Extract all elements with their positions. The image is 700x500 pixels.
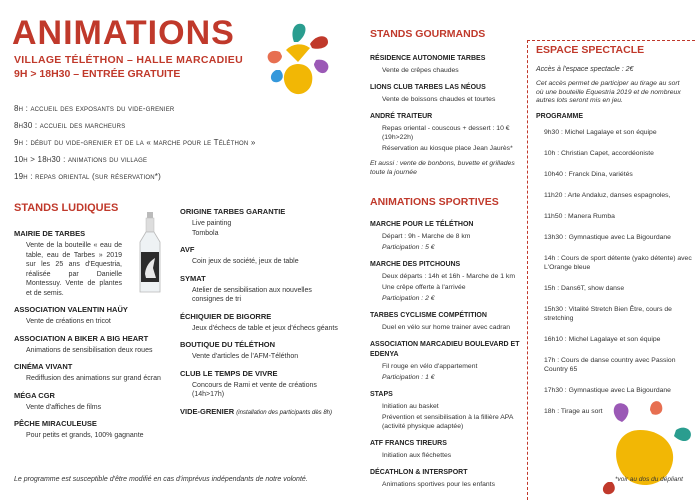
stand-desc: Vente d'affiches de films <box>26 403 102 411</box>
vide-grenier-stand <box>180 406 340 419</box>
activity-name: TARBES CYCLISME COMPÉTITION <box>370 312 487 319</box>
stand-desc: Live painting Tombola <box>192 220 232 237</box>
programme-item: 14h : Cours de sport détente (yako détente) avec L'Orange bleue <box>544 255 692 271</box>
ludiques-column-2 <box>180 200 340 419</box>
sun-decoration-icon <box>590 390 700 500</box>
programme-item: 10h : Christian Capet, accordéoniste <box>544 150 654 157</box>
page-title: ANIMATIONS <box>12 14 235 52</box>
programme-item: 10h40 : Franck Dina, variétés <box>544 171 633 178</box>
activity-name: DÉCATHLON & INTERSPORT <box>370 469 468 476</box>
programme-item: 17h : Cours de danse country avec Passion Country 65 <box>544 357 676 373</box>
programme-item: 9h30 : Michel Lagalaye et son équipe <box>544 129 657 136</box>
activity-name: MARCHE DES PITCHOUNS <box>370 261 461 268</box>
sportives-section <box>370 196 525 489</box>
activity-desc: Animations sportives pour les enfants <box>382 481 495 488</box>
event-location: VILLAGE TÉLÉTHON – HALLE MARCADIEU <box>14 54 243 66</box>
schedule-item: 9h : début du vide-grenier et de la « marche pour le Téléthon » <box>14 138 256 147</box>
activity-desc: Prévention et sensibilisation à la fillière APA (activité physique adaptée) <box>382 414 513 430</box>
stand-desc: Rediffusion des animations sur grand écran <box>26 375 161 382</box>
sportives-title: ANIMATIONS SPORTIVES <box>370 196 499 208</box>
stand-desc: Réservation au kiosque place Jean Jaurès* <box>382 145 513 152</box>
activity-desc: Initiation au basket <box>382 403 439 410</box>
activity-desc: Une crêpe offerte à l'arrivée <box>382 284 466 291</box>
stand-name: ÉCHIQUIER DE BIGORRE <box>180 311 272 321</box>
footer-disclaimer: Le programme est susceptible d'être modifié en cas d'imprévus indépendants de notre volonté. <box>14 476 308 483</box>
stand-note: (installation des participants dès 8h) <box>236 409 332 416</box>
stand-desc: Pour petits et grands, 100% gagnante <box>26 432 144 439</box>
stand-desc: Atelier de sensibilisation aux nouvelles consignes de tri <box>192 286 312 303</box>
programme-item: 17h30 : Gymnastique avec La Bigourdane <box>544 387 671 394</box>
stand-desc: Vente de la bouteille « eau de table, eau de Tarbes » 2019 sur les 25 ans d'Equestria, réalisée par Danielle Montessuy. Vente de plantes et de semis. <box>26 242 122 297</box>
sun-logo-icon <box>258 12 338 102</box>
schedule-item: 19h : repas oriental (sur réservation*) <box>14 172 161 181</box>
ludiques-title: STANDS LUDIQUES <box>14 202 119 214</box>
stand-name: ORIGINE TARBES GARANTIE <box>180 207 286 216</box>
programme-item: 18h : Tirage au sort <box>544 408 603 415</box>
stand-name: ASSOCIATION A BIKER A BIG HEART <box>14 333 149 343</box>
activity-desc: Duel en vélo sur home trainer avec cadran <box>382 324 511 331</box>
spectacle-title: ESPACE SPECTACLE <box>536 44 645 56</box>
activity-name: ATF FRANCS TIREURS <box>370 440 447 447</box>
activity-name: STAPS <box>370 391 393 398</box>
activity-name: MARCHE POUR LE TÉLÉTHON <box>370 221 474 228</box>
spectacle-note: Cet accès permet de participer au tirage au sort où une bouteille Equestria 2019 et de nombreux autres lots seront mis en jeu. <box>536 80 681 104</box>
programme-item: 15h30 : Vitalité Stretch Bien Être, cours de stretching <box>544 306 672 322</box>
stand-name: MÉGA CGR <box>14 390 55 400</box>
stand-name: LIONS CLUB TARBES LAS NÉOUS <box>370 84 486 91</box>
stand-name: ASSOCIATION VALENTIN HAÜY <box>14 305 128 314</box>
stand-desc: Vente de boissons chaudes et tourtes <box>382 96 496 103</box>
stand-name: VIDE-GRENIER <box>180 406 235 416</box>
stand-desc: Concours de Rami et vente de créations (14h>17h) <box>192 381 317 398</box>
activity-desc: Initiation aux fléchettes <box>382 452 452 459</box>
programme-item: 11h50 : Manera Rumba <box>544 213 615 220</box>
gourmands-extra: Et aussi : vente de bonbons, buvette et grillades toute la journée <box>370 160 515 176</box>
activity-price: Participation : 1 € <box>382 374 435 381</box>
stand-name: PÊCHE MIRACULEUSE <box>14 419 97 428</box>
back-note: *voir au dos du dépliant <box>615 476 683 483</box>
stand-desc: Repas oriental - couscous + dessert : 10 € (19h>22h) <box>382 125 510 141</box>
programme-title: PROGRAMME <box>536 113 584 120</box>
stand-desc: Vente de créations en tricot <box>26 318 111 325</box>
stand-name: AVF <box>180 245 195 254</box>
stand-desc: Jeux d'échecs de table et jeux d'échecs géants <box>192 324 338 332</box>
schedule-list <box>14 100 354 185</box>
activity-desc: Fil rouge en vélo d'appartement <box>382 363 478 370</box>
stand-desc: Coin jeux de société, jeux de table <box>192 258 299 265</box>
gourmands-title: STANDS GOURMANDS <box>370 28 486 40</box>
stand-name: CINÉMA VIVANT <box>14 362 73 371</box>
event-hours: 9H > 18H30 – ENTRÉE GRATUITE <box>14 68 181 80</box>
programme-item: 13h30 : Gymnastique avec La Bigourdane <box>544 234 671 241</box>
stand-desc: Vente d'articles de l'AFM-Téléthon <box>192 353 299 360</box>
activity-desc: Départ : 9h - Marche de 8 km <box>382 233 471 240</box>
activity-price: Participation : 5 € <box>382 244 435 251</box>
programme-item: 15h : Dans6T, show danse <box>544 285 625 292</box>
stand-name: MAIRIE DE TARBES <box>14 229 86 238</box>
stand-name: BOUTIQUE DU TÉLÉTHON <box>180 340 275 349</box>
schedule-item: 8h : accueil des exposants du vide-grenier <box>14 104 175 113</box>
activity-desc: Deux départs : 14h et 16h - Marche de 1 km <box>382 273 515 280</box>
gourmands-section <box>370 28 525 177</box>
stand-name: CLUB LE TEMPS DE VIVRE <box>180 368 278 378</box>
schedule-item: 8h30 : accueil des marcheurs <box>14 121 126 130</box>
stand-name: SYMAT <box>180 273 206 283</box>
spectacle-access: Accès à l'espace spectacle : 2€ <box>536 66 634 73</box>
programme-list <box>544 124 694 416</box>
programme-item: 16h10 : Michel Lagalaye et son équipe <box>544 336 661 343</box>
stand-name: RÉSIDENCE AUTONOMIE TARBES <box>370 55 486 62</box>
stand-desc: Animations de sensibilisation deux roues <box>26 346 153 354</box>
activity-price: Participation : 2 € <box>382 295 435 302</box>
programme-item: 11h20 : Arte Andaluz, danses espagnoles, <box>544 192 671 199</box>
stand-desc: Vente de crêpes chaudes <box>382 67 459 74</box>
activity-name: ASSOCIATION MARCADIEU BOULEVARD ET EDENYA <box>370 341 520 358</box>
stand-name: ANDRÉ TRAITEUR <box>370 113 433 120</box>
bottle-image-icon <box>136 212 164 296</box>
schedule-item: 10h > 18h30 : animations du village <box>14 155 148 164</box>
